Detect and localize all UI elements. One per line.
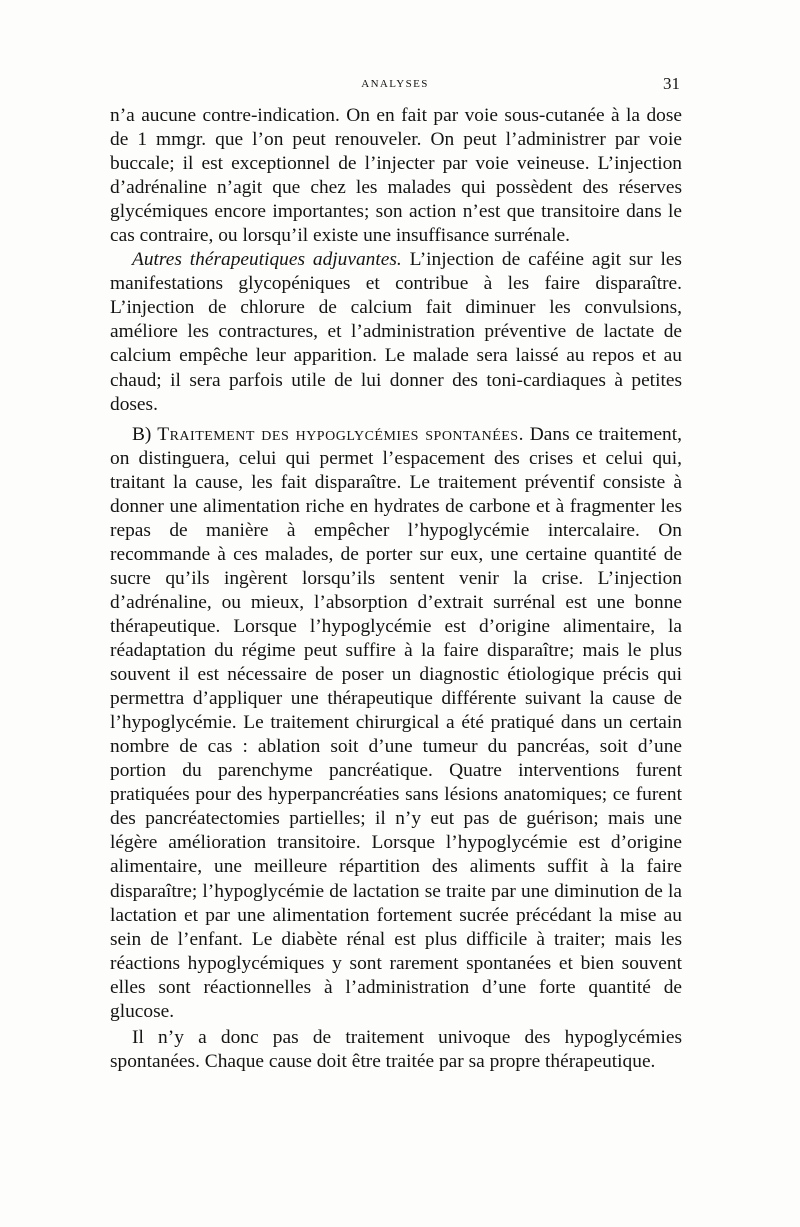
running-title: ANALYSES xyxy=(361,78,429,90)
section-text: Dans ce traitement, on distinguera, celui qui permet l’espacement des crises et celui qui, traitant la cause, les fait disparaître. Le traitement préventif consiste à donner une alimentation riche en hydrates de carbone et à fragmenter les repas de manière à empêcher l’hypoglycémie intercalaire. On recommande à ces malades, de porter sur eux, une certaine quantité de sucre qu’ils ingèrent lorsqu’ils sentent venir la crise. L’injection d’adrénaline, ou mieux, l’absorption d’extrait surrénal est une bonne thérapeutique. Lorsque l’hypoglycémie est d’origine alimentaire, la réadaptation du régime peut suffire à la faire disparaître; mais le plus souvent il est nécessaire de poser un diagnostic étiologique précis qui permettra d’appliquer une thérapeutique différente suivant la cause de l’hypoglycémie. Le traitement chirurgical a été pratiqué dans un certain nombre de cas : ablation soit d’une tumeur du pancréas, soit d’une portion du parenchyme pancréatique. Quatre interventions furent pratiquées pour des hyperpancréaties sans lésions anatomiques; ce furent des pancréatectomies partielles; il n’y eut pas de guérison; mais une légère amélioration transitoire. Lorsque l’hypoglycémie est d’origine alimentaire, une meilleure répartition des aliments suffit à la faire disparaître; l’hypoglycémie de lactation se traite par une diminution de la lactation et par une alimentation fortement sucrée précédant la mise au sein de l’enfant. Le diabète rénal est plus difficile à traiter; mais les réactions hypoglycémiques y sont rarement spontanées et bien souvent elles sont réactionnelles à l’administration d’une forte quantité de glucose. xyxy=(110,423,682,1022)
running-head xyxy=(110,74,680,96)
paragraph-spontaneous-hypoglycemia xyxy=(110,423,682,1024)
adjuvant-therapies-heading: Autres thérapeutiques adjuvantes. xyxy=(132,249,402,271)
body-text xyxy=(110,104,682,1074)
paragraph-conclusion: Il n’y a donc pas de traitement univoque des hypoglycémies spontanées. Chaque cause doit être traitée par sa propre thérapeutique. xyxy=(110,1026,682,1072)
paragraph-adjuvant-therapies xyxy=(110,248,682,416)
adjuvant-therapies-text: L’injection de caféine agit sur les manifestations glycopéniques et contribue à les faire disparaître. L’injection de chlorure de calcium fait diminuer les convulsions, améliore les contractures, et l’administration préventive de lactate de calcium empêche leur apparition. Le malade sera laissé au repos et au chaud; il sera parfois utile de lui donner des toni-cardiaques à petites doses. xyxy=(110,249,682,415)
section-label: B) xyxy=(132,423,152,445)
page-number: 31 xyxy=(663,74,680,93)
paragraph-adrenaline: n’a aucune contre-indication. On en fait par voie sous-cutanée à la dose de 1 mmgr. que l’on peut renouveler. On peut l’administrer par voie buccale; il est exceptionnel de l’injecter par voie veineuse. L’injection d’adrénaline n’agit que chez les malades qui possèdent des réserves glycémiques encore importantes; son action n’est que transitoire dans le cas contraire, ou lorsqu’il existe une insuffisance surrénale. xyxy=(110,105,682,247)
section-heading: Traitement des hypoglycémies spontanées. xyxy=(157,423,524,445)
